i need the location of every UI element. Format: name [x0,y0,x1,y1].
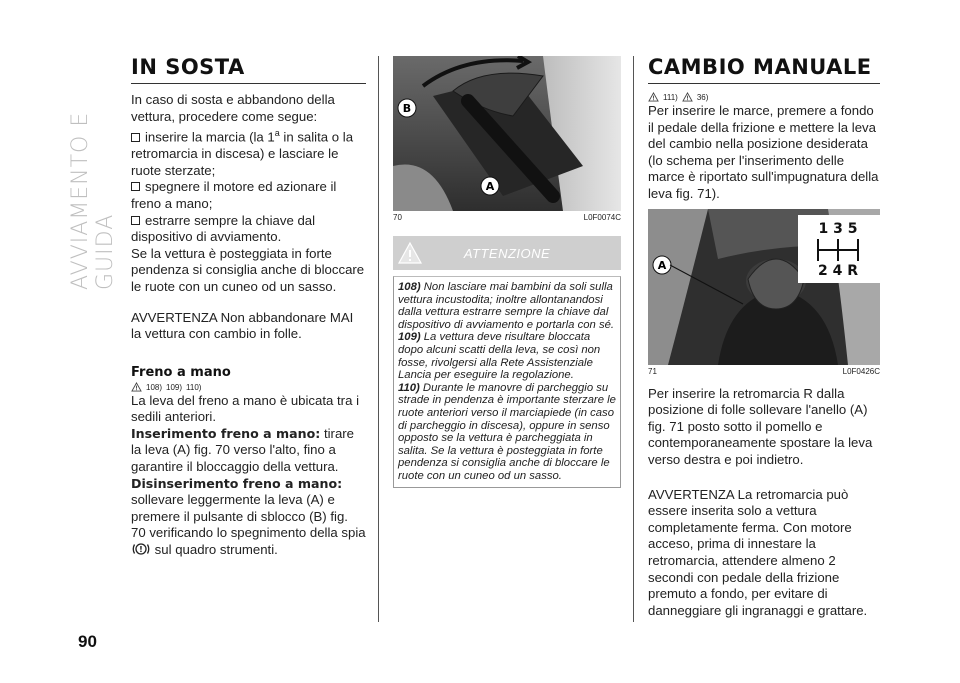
ref-110[interactable]: 110) [186,382,202,392]
warning-108: 108) Non lasciare mai bambini da soli sulla vettura incustodita; inoltre allontanandosi dalla vettura estrarre sempre la chiave dal dispositivo di avviamento e portarla con sé. [398,281,615,331]
ref-108[interactable]: 108) [146,382,163,392]
figure-71-caption: 71 L0F0426C [648,366,880,376]
column-divider [378,56,379,622]
section-title-in-sosta: IN SOSTA [131,56,366,84]
section-title-cambio: CAMBIO MANUALE [648,56,880,84]
freno-insert-text: Inserimento freno a mano: tirare la leva (A) fig. 70 verso l'alto, fino a garantire il bloccaggio della vettura. [131,425,355,475]
list-item: estrarre sempre la chiave dal dispositivo di avviamento. [131,212,316,245]
freno-release-text: sollevare leggermente la leva (A) e premere il pulsante di sblocco (B) fig. 70 verificando lo spegnimento della spia ! sul quadro strumenti. [131,492,366,558]
cambio-intro-text: Per inserire le marce, premere a fondo il pedale della frizione e mettere la leva del cambio nella posizione desiderata (lo schema per l'inserimento delle marce è riportato sull'impugnatura della leva fig. 71). [648,103,879,201]
warning-refs [131,382,366,392]
chapter-side-title: AVVIAMENTO E GUIDA [68,111,118,290]
retromarcia-text: Per inserire la retromarcia R dalla posizione di folle sollevare l'anello (A) fig. 71 posto sotto il pomello e contemporaneamente spostare la leva verso destra e poi indietro. [648,385,873,467]
handbrake-illustration [393,56,621,211]
gear-pattern-bottom: 2 4 R [817,262,859,279]
column-in-sosta [131,56,366,559]
attention-box [393,276,621,488]
warning-110: 110) Durante le manovre di parcheggio su strade in pendenza è importante sterzare le ruote anteriori verso il marciapiede (in caso di parcheggio in discesa), oppure in senso opposto se la vettura è parcheggiata in salita. Se la vettura è posteggiata in forte pendenza si consiglia anche di bloccare le ruote con un cuneo od un sasso. [398,381,616,482]
warning-triangle-icon [397,241,423,265]
warning-refs [648,92,880,102]
warning-109: 109) La vettura deve risultare bloccata dopo alcuni scatti della leva, se così non fosse, rivolgersi alla Rete Assistenziale Lancia per eseguire la regolazione. [398,331,601,382]
attention-header: ATTENZIONE [393,236,621,270]
gearshift-illustration [648,209,880,365]
freno-release-label: Disinserimento freno a mano: [131,475,343,491]
subsection-title-freno: Freno a mano [131,364,231,380]
warning-triangle-icon [682,92,693,102]
warning-triangle-icon [648,92,659,102]
column-divider [633,56,634,622]
ref-111[interactable]: 111) [663,93,678,102]
column-figure-70 [393,56,621,488]
retromarcia-warning-text: AVVERTENZA La retromarcia può essere inserita solo a vettura completamente ferma. Con motore acceso, prima di innestare la retromarcia, attendere almeno 2 secondi con pedale della frizione premuto a fondo, per evitare di danneggiare gli ingranaggi e grattare. [648,486,868,618]
in-sosta-warning-note: AVVERTENZA Non abbandonare MAI la vettura con cambio in folle. [131,309,354,342]
figure-71-gearshift [648,209,880,365]
list-item: spegnere il motore ed azionare il freno a mano; [131,179,337,211]
checkbox-bullet-icon [131,133,140,142]
in-sosta-intro: In caso di sosta e abbandono della vettura, procedere come segue: [131,92,335,124]
figure-label-a: A [657,258,667,272]
figure-label-b: B [402,102,412,115]
figure-label-a: A [485,180,495,193]
ref-109[interactable]: 109) [166,382,183,392]
column-cambio-manuale [648,56,880,619]
gear-pattern-top: 1 3 5 [818,220,858,237]
in-sosta-slope-note: Se la vettura è posteggiata in forte pendenza si consiglia anche di bloccare le ruote con un cuneo od un sasso. [131,245,365,294]
list-item: inserire la marcia (la 1$^a$ in salita o la retromarcia in discesa) e lasciare le ruote sterzate; [131,128,354,178]
figure-70-handbrake [393,56,621,211]
freno-location-text: La leva del freno a mano è ubicata tra i sedili anteriori. [131,392,359,425]
checkbox-bullet-icon [131,182,140,191]
warning-triangle-icon [131,382,142,392]
page-number: 90 [78,632,97,651]
brake-warning-lamp-icon [131,542,151,556]
ref-36[interactable]: 36) [696,93,709,102]
svg-text:!: ! [139,545,143,555]
figure-70-caption: 70 L0F0074C [393,213,621,222]
checkbox-bullet-icon [131,216,140,225]
